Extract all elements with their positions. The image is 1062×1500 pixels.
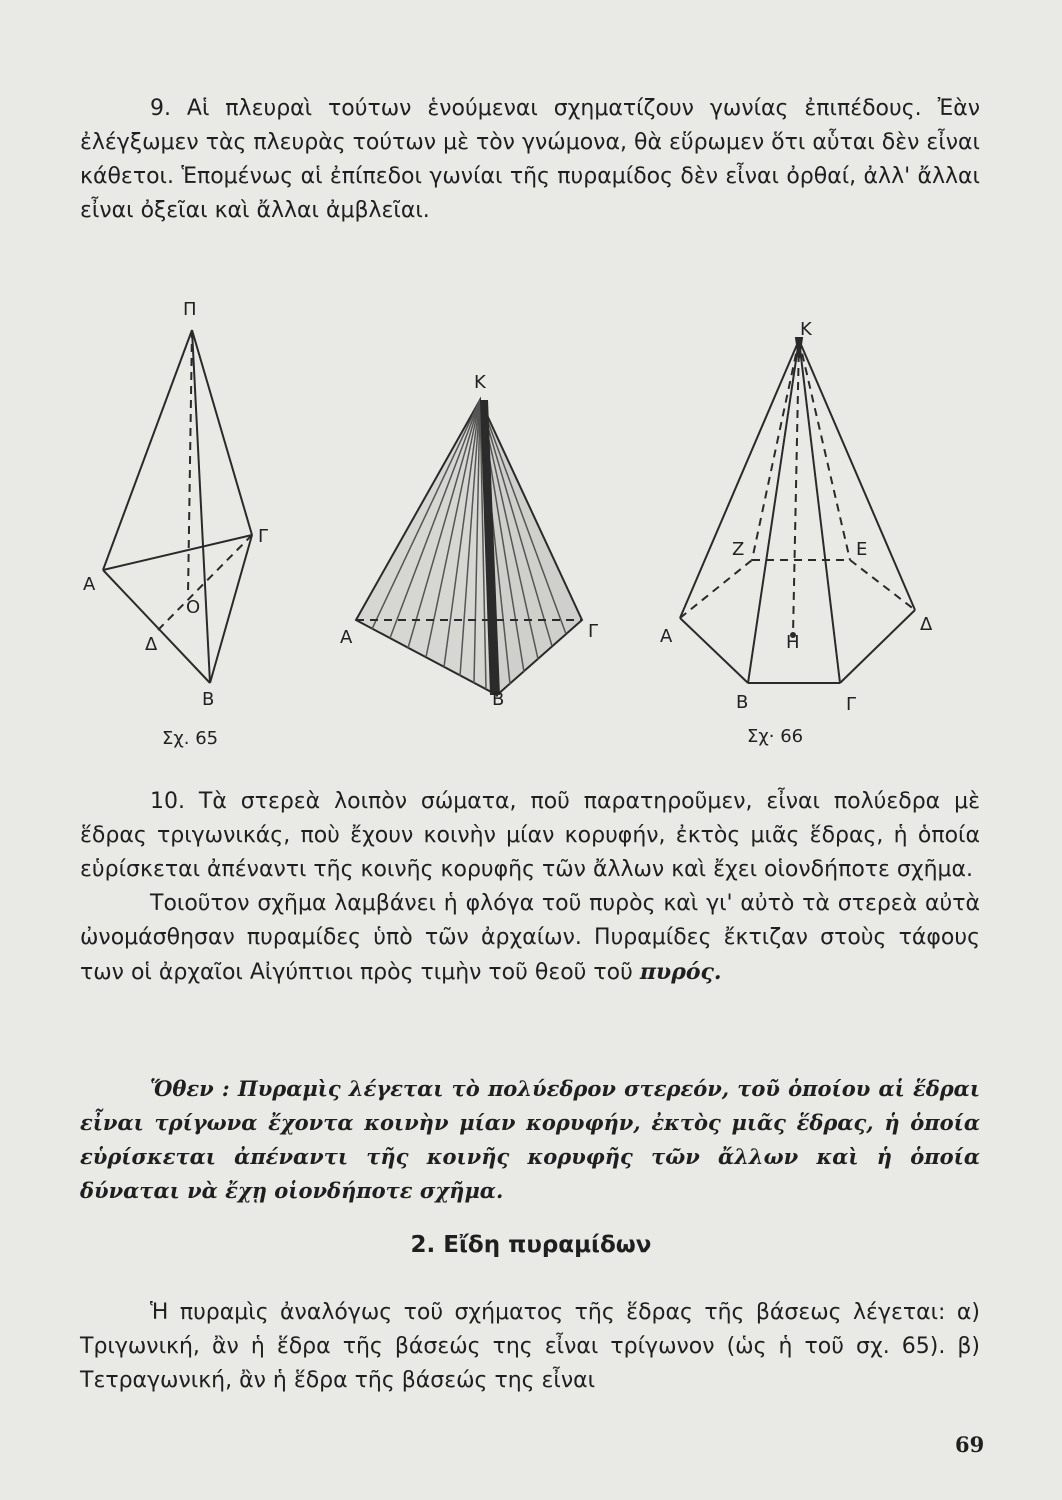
paragraph-10 [80, 785, 980, 990]
height-PO [188, 330, 192, 595]
edge-AG [103, 535, 252, 570]
label-fig65-A: Α [83, 574, 96, 595]
label-mid-apex: Κ [474, 372, 486, 393]
paragraph-10b [80, 887, 980, 990]
label-fig66-D: Δ [920, 614, 933, 635]
label-fig65-G: Γ [258, 526, 269, 547]
label-fig66-E: Ε [856, 539, 868, 560]
caption-fig-66: Σχ· 66 [747, 726, 804, 747]
label-fig65-B: Β [202, 689, 215, 710]
label-fig66-H: Η [786, 632, 800, 653]
definition-text: Πυραμὶς λέγεται τὸ πολύεδρον στερεόν, τοῦ ὁποίου αἱ ἕδραι εἶναι τρίγωνα ἔχοντα κοινὴν μίαν κορυφήν, ἐκτὸς μιᾶς ἕδρας, ἡ ὁποία εὑρίσκεται ἀπέναντι τῆς κοινῆς κορυφῆς τῶν ἄλλων καὶ ἡ ὁποία δύναται νὰ ἔχῃ οἱονδήποτε σχῆμα. [80, 1076, 981, 1203]
label-fig66-apex: Κ [800, 319, 812, 340]
edge-AB [103, 570, 210, 683]
figure-mid [356, 400, 582, 695]
label-fig65-O: Ο [186, 597, 201, 618]
edge-KA [680, 340, 799, 618]
edge-KG [799, 340, 840, 683]
label-fig65-apex: Π [183, 299, 197, 320]
paragraph-10-text: 10. Τὰ στερεὰ λοιπὸν σώματα, ποῦ παρατηροῦμεν, εἶναι πολύεδρα μὲ ἕδρας τριγωνικάς, ποὺ ἔχουν κοινὴν μίαν κορυφήν, ἐκτὸς μιᾶς ἕδρας, ἡ ὁποία εὑρίσκεται ἀπέναντι τῆς κοινῆς κορυφῆς τῶν ἄλλων καὶ ἔχει οἱονδήποτε σχῆμα. [80, 789, 980, 882]
label-fig66-B: Β [736, 692, 749, 713]
paragraph-pyramid-types-text: Ἡ πυραμὶς ἀναλόγως τοῦ σχήματος τῆς ἕδρας τῆς βάσεως λέγεται: α) Τριγωνική, ἂν ἡ ἕδρα τῆς βάσεώς της εἶναι τρίγωνον (ὡς ἡ τοῦ σχ. 65). β) Τετραγωνική, ἂν ἡ ἕδρα τῆς βάσεώς της εἶναι [80, 1300, 980, 1393]
paragraph-10b-emphasis: πυρός. [639, 959, 722, 985]
label-fig65-D: Δ [145, 634, 158, 655]
figure-65 [103, 330, 252, 683]
definition-lead: Ὅθεν : [150, 1076, 230, 1101]
edge-KD [799, 340, 915, 610]
face-left [356, 400, 497, 695]
caption-fig-65: Σχ. 65 [162, 728, 219, 749]
paragraph-pyramid-types [80, 1296, 980, 1398]
label-mid-A: Α [340, 627, 353, 648]
paragraph-9-text: 9. Αἱ πλευραὶ τούτων ἑνούμεναι σχηματίζουν γωνίας ἐπιπέδους. Ἐὰν ἐλέγξωμεν τὰς πλευρὰς τούτων μὲ τὸν γνώμονα, θὰ εὕρωμεν ὅτι αὗται δὲν εἶναι κάθετοι. Ἑπομένως αἱ ἐπίπεδοι γωνίαι τῆς πυραμίδος δὲν εἶναι ὀρθαί, ἀλλ' ἄλλαι εἶναι ὀξεῖαι καὶ ἄλλαι ἀμβλεῖαι. [80, 96, 980, 223]
label-mid-G: Γ [588, 621, 599, 642]
label-mid-B: Β [492, 689, 505, 710]
label-fig66-G: Γ [846, 694, 857, 715]
edge-AB [680, 618, 748, 683]
edge-PA [103, 330, 192, 570]
paragraph-9 [80, 92, 980, 228]
pyramid-figures [0, 290, 1062, 760]
label-fig66-Z: Ζ [732, 539, 745, 560]
section-title: 2. Εἴδη πυραμίδων [410, 1232, 652, 1258]
definition [80, 1072, 980, 1208]
edge-GD [840, 610, 915, 683]
paragraph-10b-text: Τοιοῦτον σχῆμα λαμβάνει ἡ φλόγα τοῦ πυρὸς καὶ γι' αὐτὸ τὰ στερεὰ αὐτὰ ὠνομάσθησαν πυραμίδες ὑπὸ τῶν ἀρχαίων. Πυραμίδες ἔκτιζαν στοὺς τάφους των οἱ ἀρχαῖοι Αἰγύπτιοι πρὸς τιμὴν τοῦ θεοῦ τοῦ [80, 891, 980, 985]
page-number: 69 [955, 1432, 985, 1457]
label-fig66-A: Α [660, 626, 673, 647]
hidden-edges [680, 340, 915, 635]
